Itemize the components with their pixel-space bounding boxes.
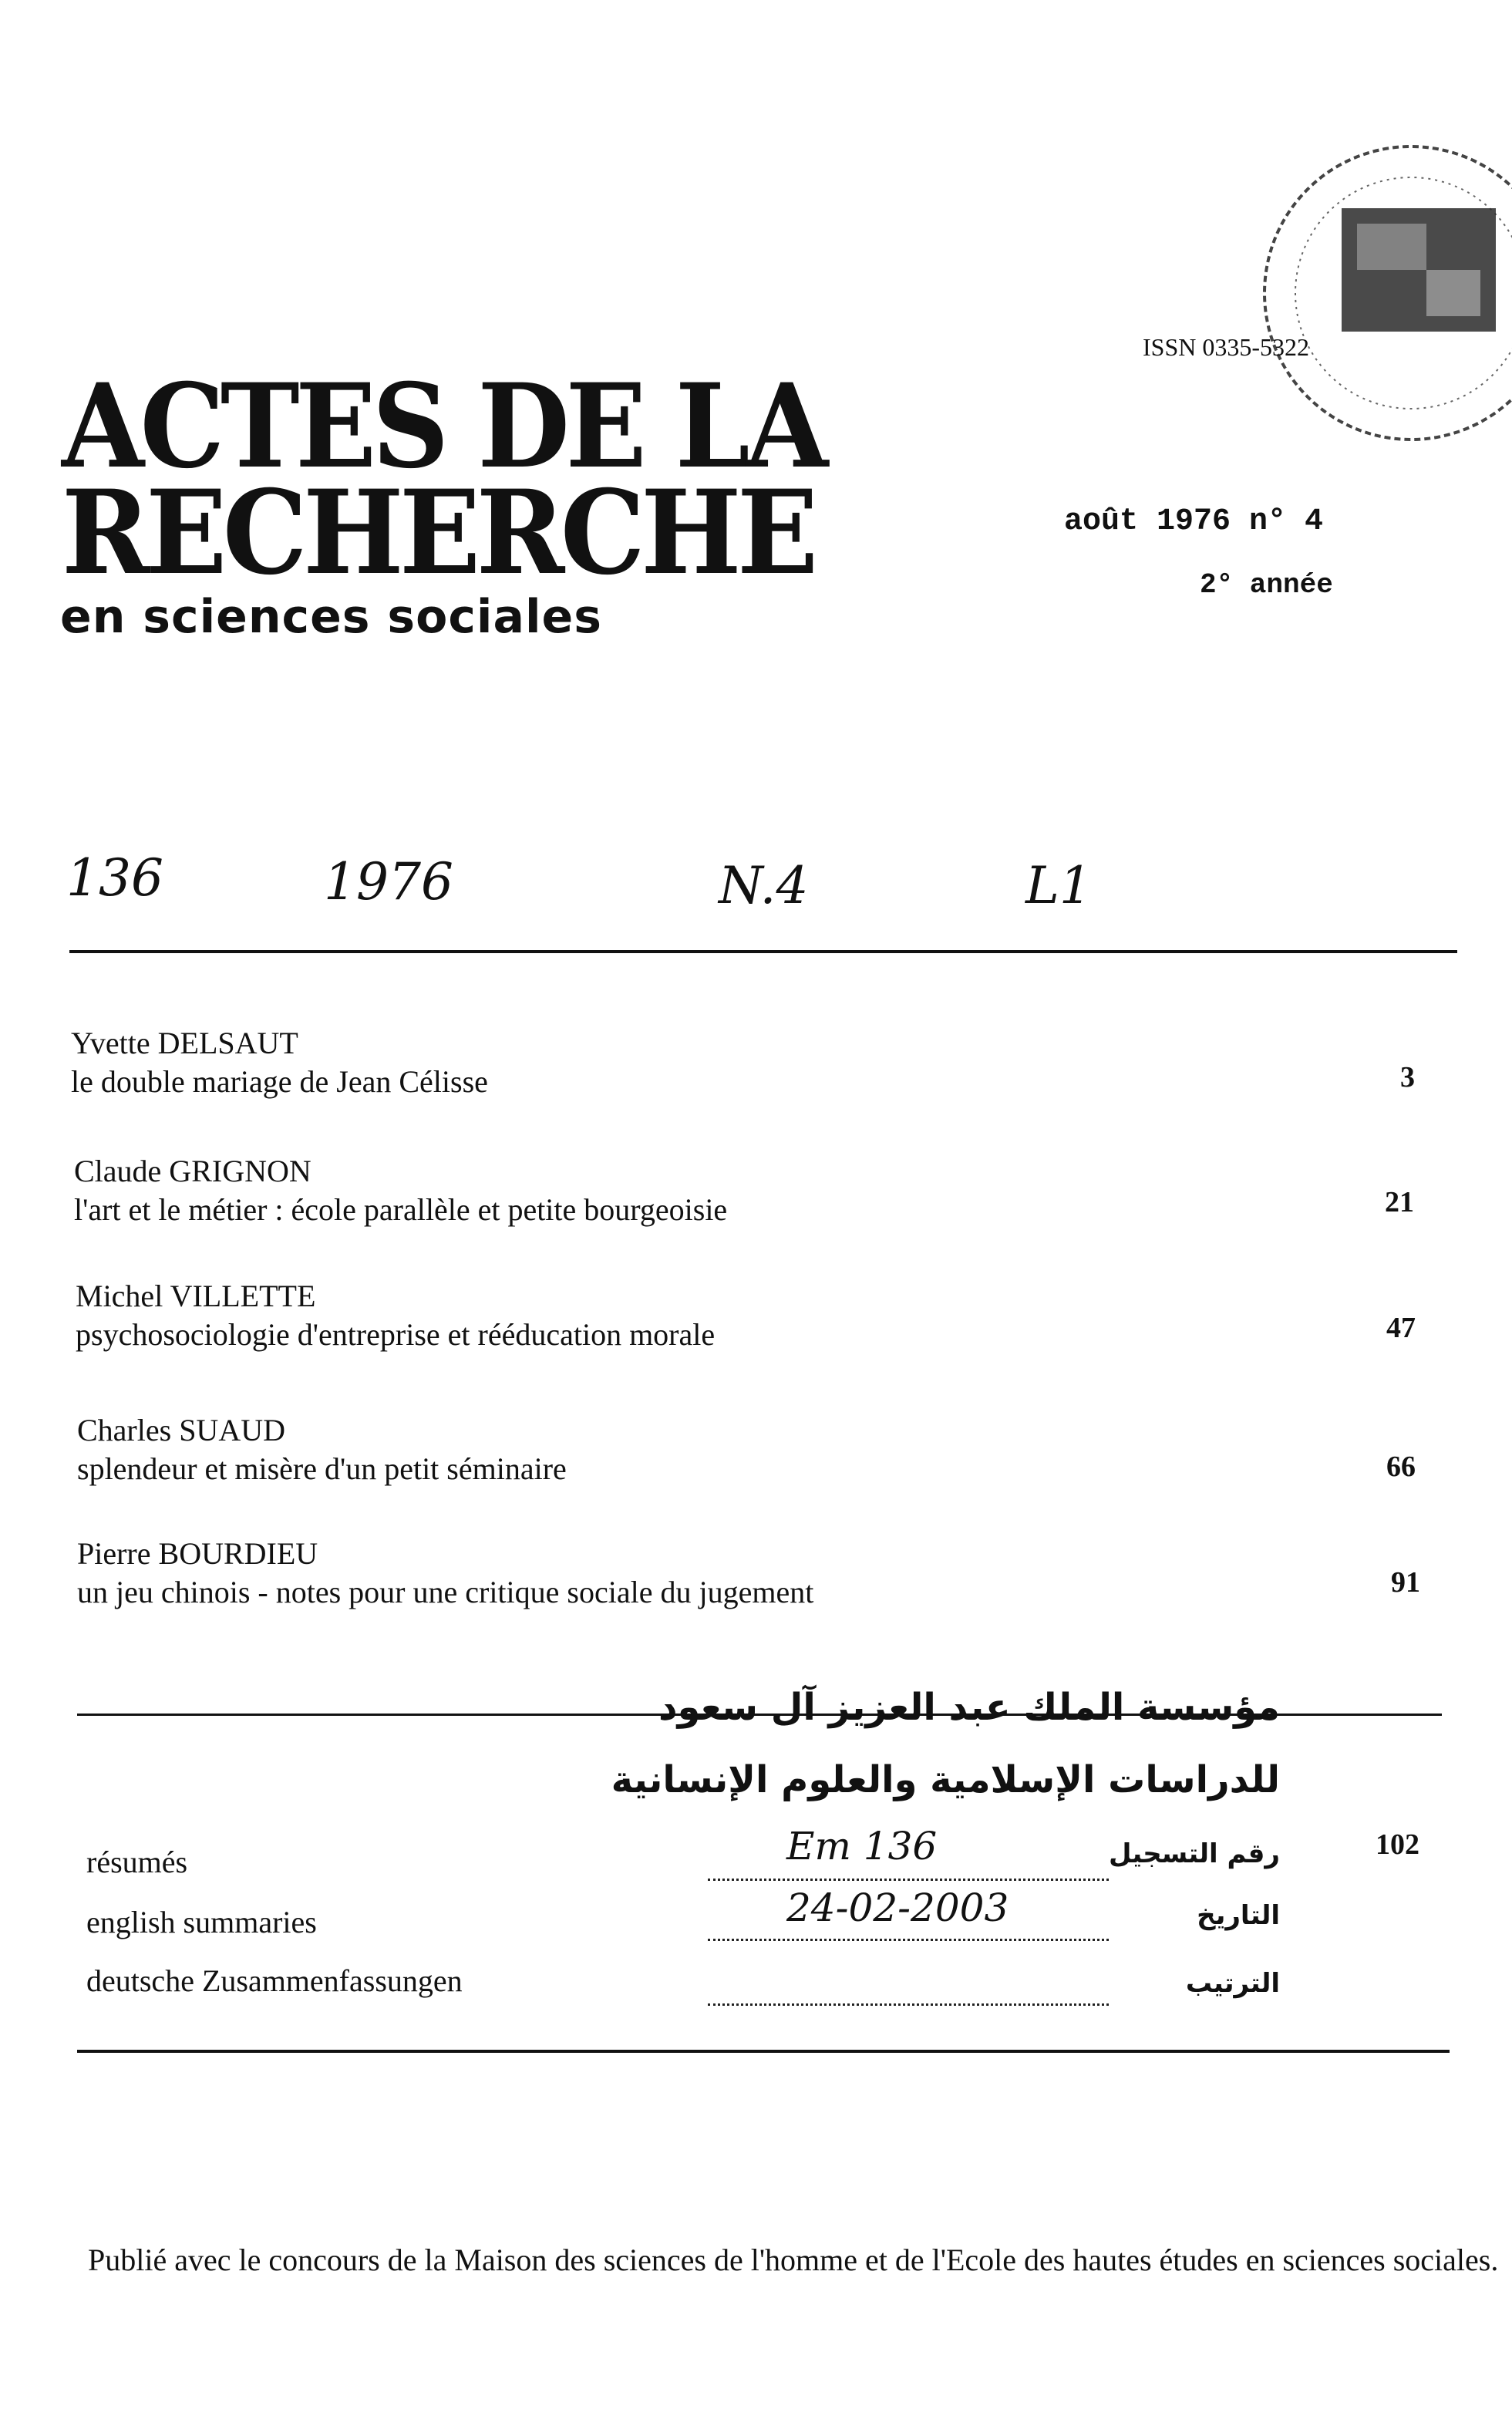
library-name-line-2: للدراسات الإسلامية والعلوم الإنسانية: [611, 1758, 1280, 1801]
toc-page-number: 91: [1391, 1566, 1420, 1599]
toc-article-title: le double mariage de Jean Célisse: [71, 1064, 488, 1099]
summary-item-english[interactable]: english summaries: [86, 1905, 317, 1939]
toc-page-number: 66: [1386, 1451, 1416, 1483]
toc-author: Michel VILLETTE: [76, 1279, 316, 1313]
issue-date: août 1976 n° 4: [1064, 504, 1324, 539]
toc-author: Pierre BOURDIEU: [77, 1536, 318, 1571]
bottom-divider: [77, 2050, 1450, 2053]
toc-entry[interactable]: [74, 1152, 727, 1229]
journal-title-line-1: ACTES DE LA: [62, 359, 824, 494]
handwritten-year: 1976: [324, 852, 453, 912]
handwritten-code: 136: [66, 848, 163, 908]
toc-page-number: 3: [1400, 1061, 1415, 1094]
toc-entry[interactable]: [77, 1535, 813, 1612]
toc-article-title: l'art et le métier : école parallèle et petite bourgeoisie: [74, 1192, 728, 1227]
toc-author: Yvette DELSAUT: [71, 1026, 298, 1060]
journal-subtitle: en sciences sociales: [60, 590, 602, 644]
toc-author: Claude GRIGNON: [74, 1154, 311, 1188]
summaries-page-number: 102: [1376, 1828, 1419, 1861]
date-label: التاريخ: [1197, 1900, 1280, 1931]
registration-value: Em 136: [786, 1824, 938, 1869]
date-line: [708, 1939, 1109, 1941]
toc-article-title: psychosociologie d'entreprise et rééducation morale: [76, 1317, 716, 1352]
summary-item-resumes[interactable]: résumés: [86, 1845, 188, 1879]
year-label: 2° année: [1200, 569, 1333, 601]
toc-entry[interactable]: [71, 1024, 488, 1101]
issn-number: ISSN 0335-5322: [1143, 333, 1310, 361]
registration-line: [708, 1879, 1109, 1881]
handwritten-number: N.4: [719, 856, 809, 915]
registration-label: رقم التسجيل: [1109, 1838, 1280, 1869]
publication-credit: Publié avec le concours de la Maison des sciences de l'homme et de l'Ecole des hautes études en sciences sociales.: [88, 2243, 1499, 2277]
date-value: 24-02-2003: [786, 1885, 1009, 1930]
toc-article-title: un jeu chinois - notes pour une critique sociale du jugement: [77, 1575, 814, 1609]
toc-article-title: splendeur et misère d'un petit séminaire: [77, 1451, 567, 1486]
library-name-line-1: مؤسسة الملك عبد العزيز آل سعود: [658, 1686, 1280, 1729]
summary-item-german[interactable]: deutsche Zusammenfassungen: [86, 1963, 463, 1998]
classification-line: [708, 2003, 1109, 2006]
toc-page-number: 21: [1385, 1186, 1414, 1218]
toc-page-number: 47: [1386, 1312, 1416, 1344]
handwritten-volume: L1: [1025, 856, 1092, 915]
top-divider: [69, 950, 1457, 953]
toc-entry[interactable]: [77, 1411, 567, 1488]
classification-label: الترتيب: [1185, 1968, 1280, 1999]
library-seal-stamp: [1257, 116, 1512, 455]
toc-author: Charles SUAUD: [77, 1413, 285, 1447]
journal-title-line-2: RECHERCHE: [62, 465, 814, 601]
toc-entry[interactable]: [76, 1277, 715, 1354]
